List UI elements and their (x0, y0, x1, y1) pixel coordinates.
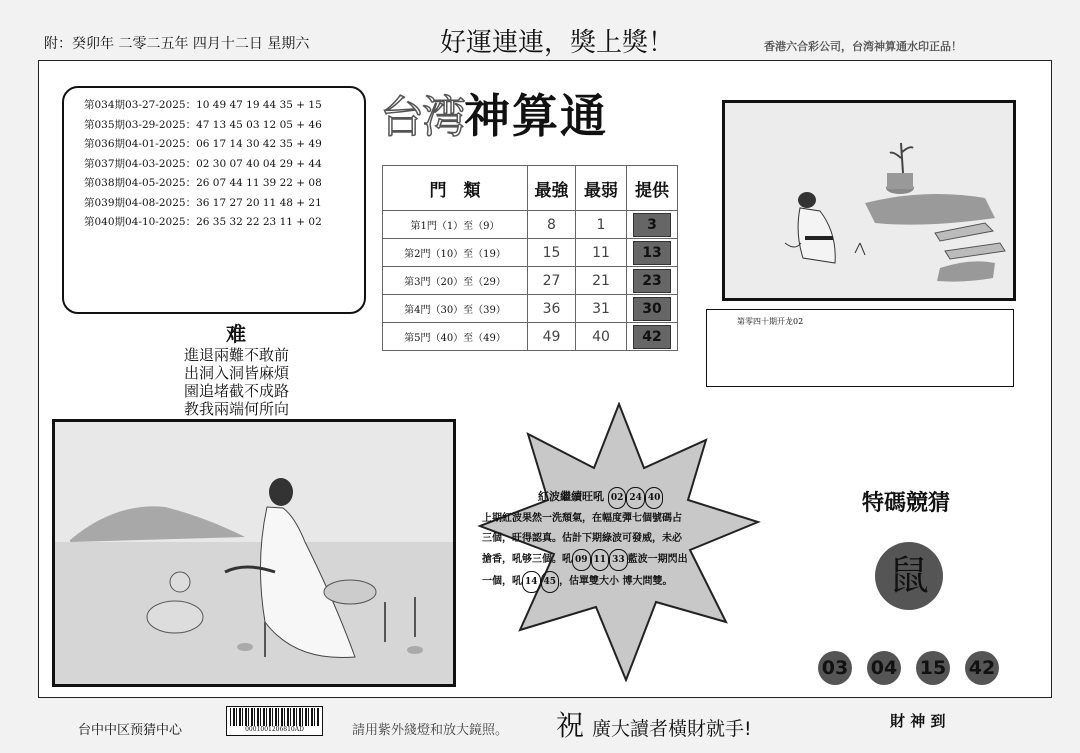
star-headline: 紅波繼續旺吼 02 24 40 (538, 487, 738, 509)
brand-title (380, 80, 700, 142)
col-header-weak: 最弱 (576, 166, 627, 211)
special-title: 特碼競猜 (862, 490, 951, 516)
star-text (482, 487, 738, 593)
brand-part1: 台湾 (380, 92, 464, 143)
poem-line: 教我兩端何所向 (184, 400, 290, 418)
range-table (382, 165, 678, 351)
provide-cell: 42 (633, 325, 671, 349)
poem-line: 進退兩難不敢前 (184, 346, 290, 364)
strong-cell: 27 (528, 267, 576, 295)
star-line: 三個，旺得認真。估計下期綠波可發威，未必 (482, 533, 682, 544)
footer-right: 財 神 到 (890, 712, 946, 730)
footer-mid: 請用紫外綫燈和放大鏡照。 (352, 723, 509, 738)
right-notice: 香港六合彩公司，台湾神算通水印正品！ (764, 40, 962, 53)
provide-cell: 3 (633, 213, 671, 237)
blessing: 廣大讀者橫財就手! (592, 718, 752, 740)
strong-cell: 8 (528, 211, 576, 239)
star-headline-num: 02 (608, 487, 627, 509)
number-ball: 15 (916, 651, 950, 685)
range-cell: 第3門（20）至（29） (383, 267, 528, 295)
poem-line: 出洞入洞皆麻煩 (184, 364, 290, 382)
blessing-char: 祝 (556, 709, 585, 742)
history-row: 第040期04-10-2025：26 35 32 22 23 11 + 02 (84, 216, 322, 228)
provide-cell: 30 (633, 297, 671, 321)
history-row: 第034期03-27-2025：10 49 47 19 44 35 + 15 (84, 99, 322, 111)
col-header-provide: 提供 (627, 166, 678, 211)
table-row (383, 267, 678, 295)
strong-cell: 15 (528, 239, 576, 267)
star-num: 45 (541, 571, 560, 593)
range-cell: 第1門（1）至（9） (383, 211, 528, 239)
slogan: 好運連連，獎上獎！ (440, 28, 675, 58)
zodiac-circle: 鼠 (875, 542, 943, 610)
poem-line: 園追堵截不成路 (184, 382, 290, 400)
poem-title: 难 (226, 322, 246, 346)
star-headline-num: 40 (645, 487, 664, 509)
brand-part2: 神算通 (464, 89, 608, 143)
provide-cell: 23 (633, 269, 671, 293)
star-num: 11 (591, 549, 610, 571)
weak-cell: 21 (576, 267, 627, 295)
table-row (383, 295, 678, 323)
farmer-illustration (722, 100, 1016, 301)
history-row: 第038期04-05-2025：26 07 44 11 39 22 + 08 (84, 177, 322, 189)
range-cell: 第2門（10）至（19） (383, 239, 528, 267)
range-cell: 第5門（40）至（49） (383, 323, 528, 351)
star-line: 上期紅波果然一洗頹氣，在幅度彈七個號碼占 (482, 513, 682, 524)
special-numbers (818, 651, 999, 685)
star-num: 33 (609, 549, 628, 571)
history-row: 第039期04-08-2025：36 17 27 20 11 48 + 21 (84, 196, 322, 209)
star-num: 14 (522, 571, 541, 593)
star-line: 一個，吼 14 45 ，估單雙大小 博大問雙。 (482, 571, 738, 593)
number-ball: 03 (818, 651, 852, 685)
date-line: 附：癸卯年 二零二五年 四月十二日 星期六 (44, 36, 310, 52)
history-box (62, 86, 366, 314)
barcode-text: 0001001206810AD (245, 726, 304, 733)
history-row: 第036期04-01-2025：06 17 14 30 42 35 + 49 (84, 138, 322, 150)
weak-cell: 11 (576, 239, 627, 267)
history-row: 第037期04-03-2025：02 30 07 40 04 29 + 44 (84, 157, 322, 170)
col-header-strong: 最強 (528, 166, 576, 211)
strong-cell: 49 (528, 323, 576, 351)
number-ball: 04 (867, 651, 901, 685)
poem (184, 346, 314, 418)
footer-left: 台中中区预猜中心 (78, 723, 183, 738)
col-header-category: 門 類 (383, 166, 528, 211)
strong-cell: 36 (528, 295, 576, 323)
note-text: 第零四十期开龙02 (737, 317, 804, 326)
star-headline-num: 24 (626, 487, 645, 509)
note-box (706, 309, 1014, 387)
number-ball: 42 (965, 651, 999, 685)
provide-cell: 13 (633, 241, 671, 265)
table-row (383, 323, 678, 351)
table-row (383, 239, 678, 267)
weak-cell: 31 (576, 295, 627, 323)
range-cell: 第4門（30）至（39） (383, 295, 528, 323)
star-line: 搶香，吼够三個。吼 09 11 33 藍波一期閃出 (482, 549, 738, 571)
maiden-illustration (52, 419, 456, 687)
table-row (383, 211, 678, 239)
weak-cell: 1 (576, 211, 627, 239)
barcode (226, 706, 323, 736)
weak-cell: 40 (576, 323, 627, 351)
history-row: 第035期03-29-2025：47 13 45 03 12 05 + 46 (84, 118, 322, 131)
star-num: 09 (572, 549, 591, 571)
